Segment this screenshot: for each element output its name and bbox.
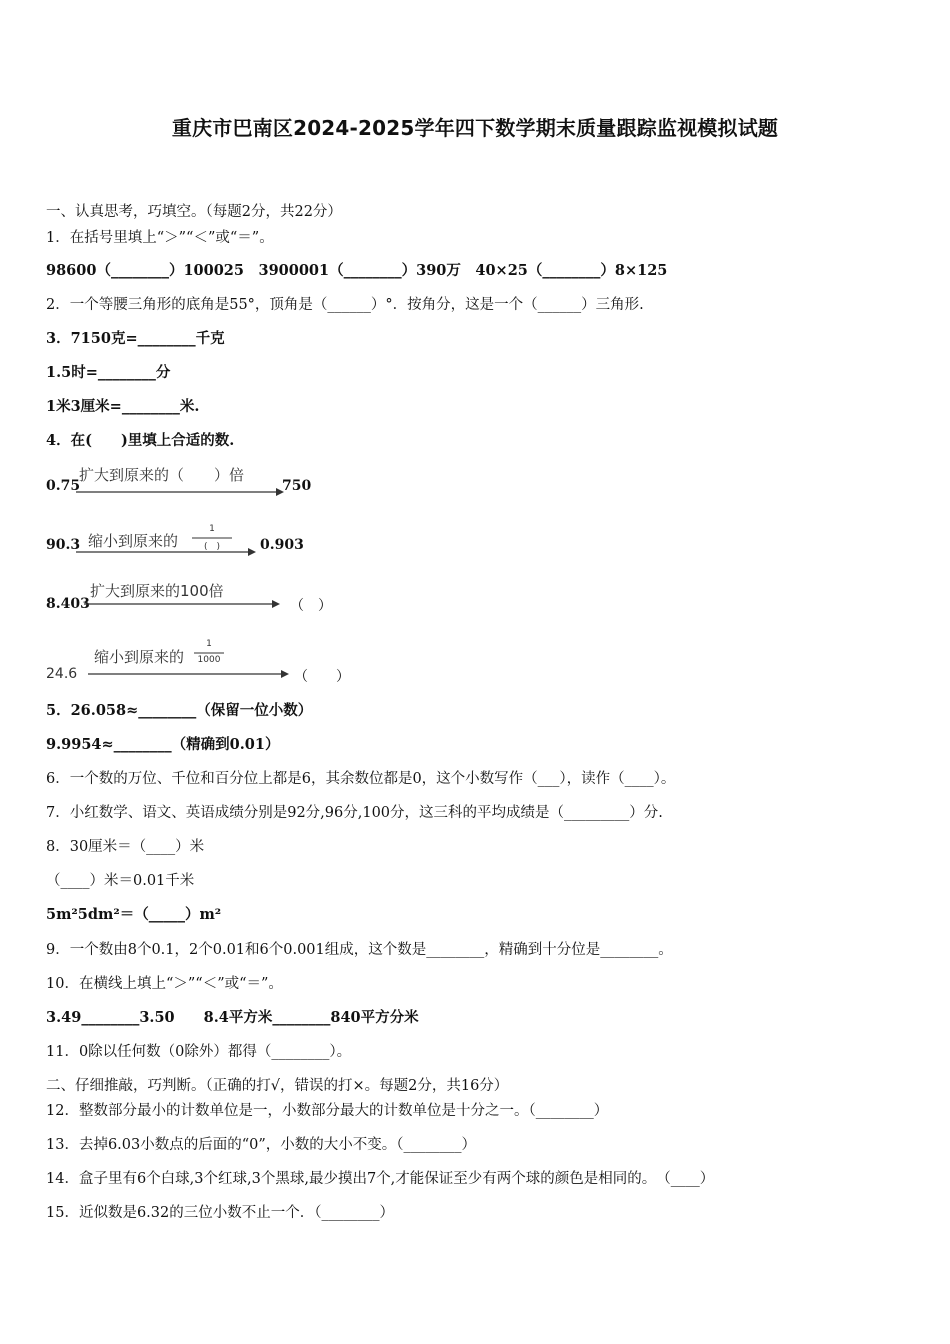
- q4-row-1-label: 扩大到原来的（ ）倍: [79, 466, 245, 484]
- arrow-3-icon: [84, 599, 284, 609]
- question-9: 9．一个数由8个0.1，2个0.01和6个0.001组成，这个数是________，精确到十分位是________。: [46, 942, 673, 958]
- question-10: 10．在横线上填上“＞”“＜”或“＝”。: [46, 976, 283, 992]
- page-title: 重庆市巴南区2024-2025学年四下数学期末质量跟踪监视模拟试题: [171, 116, 779, 140]
- q4-row-1: [46, 460, 366, 520]
- question-8c: 5m²5dm²＝（_____）m²: [46, 906, 222, 923]
- question-10-items: 3.49________3.50 8.4平方米________840平方分米: [46, 1009, 419, 1026]
- q4-row-2-left: 90.3: [46, 537, 81, 553]
- q4-row-2-right: 0.903: [260, 537, 304, 553]
- q4-row-2-fraction-den: ( ): [203, 542, 221, 552]
- question-5b: 9.9954≈________（精确到0.01）: [46, 736, 280, 753]
- question-3a: 3．7150克=________千克: [46, 330, 225, 347]
- question-4: 4．在( )里填上合适的数.: [46, 432, 235, 449]
- fraction-bar-4-icon: [194, 652, 224, 654]
- question-3c: 1米3厘米=________米.: [46, 398, 200, 415]
- question-1: 1．在括号里填上“＞”“＜”或“＝”。: [46, 230, 274, 246]
- arrow-4-icon: [88, 669, 293, 679]
- arrow-1-icon: [76, 487, 286, 497]
- question-12: 12．整数部分最小的计数单位是一，小数部分最大的计数单位是十分之一。（________）: [46, 1103, 609, 1119]
- q4-row-4-right: （ ）: [294, 669, 350, 685]
- q4-row-3: [46, 576, 366, 636]
- question-14: 14．盒子里有6个白球,3个红球,3个黑球,最少摸出7个,才能保证至少有两个球的颜色是相同的。 （____）: [46, 1171, 715, 1187]
- q4-row-2-fraction-num: 1: [209, 524, 215, 534]
- question-7: 7．小红数学、语文、英语成绩分别是92分,96分,100分，这三科的平均成绩是（_________）分.: [46, 805, 663, 821]
- question-8a: 8．30厘米＝（____）米: [46, 839, 205, 855]
- q4-row-2-label: 缩小到原来的: [88, 532, 179, 550]
- question-11: 11．0除以任何数（0除外）都得（________）。: [46, 1044, 352, 1060]
- q4-row-4-left: 24.6: [46, 666, 78, 682]
- q4-row-4-label: 缩小到原来的: [94, 648, 185, 666]
- q4-row-4: [46, 638, 376, 698]
- section-2-heading: 二、仔细推敲，巧判断。（正确的打√，错误的打×。每题2分，共16分）: [46, 1078, 509, 1094]
- q4-row-1-right: 750: [282, 478, 312, 494]
- question-3b: 1.5时=________分: [46, 364, 171, 381]
- question-5a: 5．26.058≈________（保留一位小数）: [46, 702, 313, 719]
- question-8b: （____）米＝0.01千米: [46, 873, 195, 889]
- q4-row-3-right: （ ）: [290, 598, 332, 614]
- question-2: 2．一个等腰三角形的底角是55°，顶角是（______）°．按角分，这是一个（______）三角形.: [46, 297, 644, 313]
- q4-row-1-left: 0.75: [46, 478, 81, 494]
- question-13: 13．去掉6.03小数点的后面的“0”，小数的大小不变。（________）: [46, 1137, 477, 1153]
- arrow-2-icon: [76, 547, 256, 557]
- q4-row-3-left: 8.403: [46, 596, 90, 612]
- q4-row-2: [46, 518, 366, 578]
- q4-row-4-fraction-den: 1000: [197, 655, 221, 665]
- q4-row-3-label: 扩大到原来的100倍: [90, 582, 224, 600]
- question-1-items: 98600（________）100025 3900001（________）390万 40×25（________）8×125: [46, 262, 668, 279]
- q4-row-4-fraction-num: 1: [206, 639, 212, 649]
- question-6: 6．一个数的万位、千位和百分位上都是6，其余数位都是0，这个小数写作（___），读作（____）。: [46, 771, 676, 787]
- section-1-heading: 一、认真思考，巧填空。（每题2分，共22分）: [46, 204, 342, 220]
- question-15: 15．近似数是6.32的三位小数不止一个．（________）: [46, 1205, 394, 1221]
